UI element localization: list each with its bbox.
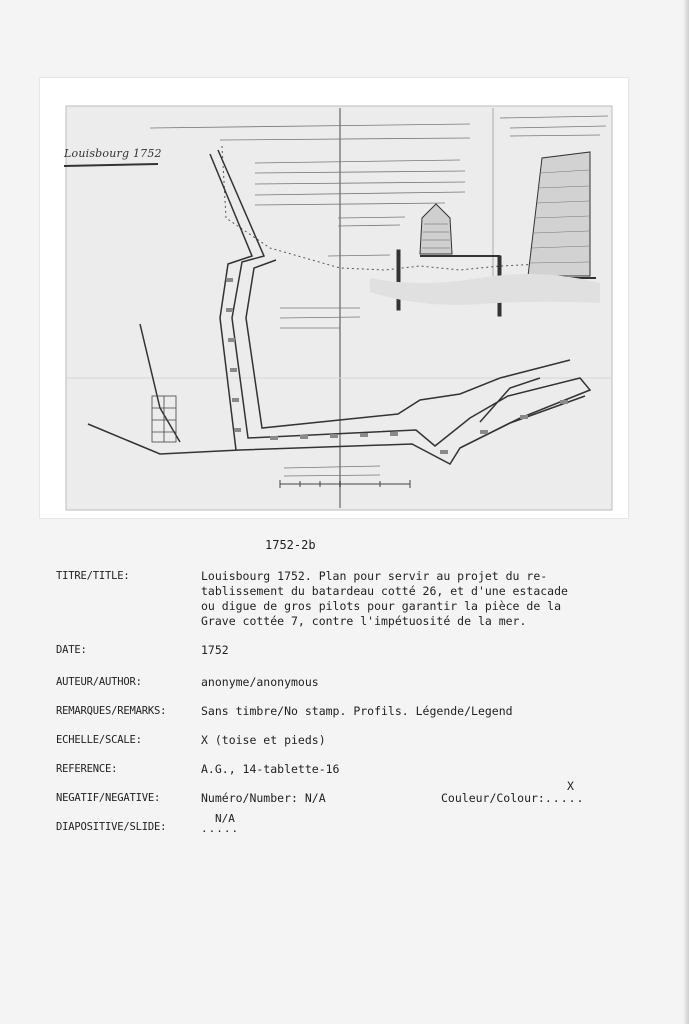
map-photograph bbox=[40, 78, 628, 518]
map-title-year: 1752 bbox=[132, 147, 162, 160]
field-title-value: Louisbourg 1752. Plan pour servir au projet du re- tablissement du batardeau cotté 26, et d'une estacade ou digue de gros pilots pour garantir la pièce de la Grave cottée 7, contre l'impétuosité de la mer. bbox=[201, 569, 568, 628]
field-negative-value: Numéro/Number: N/A bbox=[201, 791, 326, 805]
field-negative-label: NEGATIF/NEGATIVE: bbox=[56, 792, 161, 804]
field-author-label: AUTEUR/AUTHOR: bbox=[56, 676, 142, 688]
slide-dots: ..... bbox=[201, 822, 240, 835]
map-title-place: Louisbourg bbox=[64, 147, 130, 160]
field-remarks-label: REMARQUES/REMARKS: bbox=[56, 705, 167, 717]
field-scale-value: X (toise et pieds) bbox=[201, 733, 326, 747]
map-title-inscription bbox=[64, 147, 162, 160]
field-scale-label: ECHELLE/SCALE: bbox=[56, 734, 142, 746]
field-slide-label: DIAPOSITIVE/SLIDE: bbox=[56, 821, 167, 833]
page-edge-shadow bbox=[683, 0, 689, 1024]
colour-mark: X bbox=[567, 779, 574, 793]
colour-dots: ..... bbox=[544, 791, 585, 805]
field-reference-value: A.G., 14-tablette-16 bbox=[201, 762, 340, 776]
fortification-plan-drawing bbox=[40, 78, 628, 518]
field-title-label: TITRE/TITLE: bbox=[56, 570, 130, 582]
field-author-value: anonyme/anonymous bbox=[201, 675, 319, 689]
field-date-label: DATE: bbox=[56, 644, 87, 656]
colour-label: Couleur/Colour: bbox=[441, 791, 545, 805]
field-reference-label: REFERENCE: bbox=[56, 763, 118, 775]
slide-mark: N/A bbox=[215, 812, 235, 825]
document-id: 1752-2b bbox=[265, 538, 316, 552]
field-remarks-value: Sans timbre/No stamp. Profils. Légende/Legend bbox=[201, 704, 513, 718]
colour-field bbox=[441, 779, 585, 805]
field-date-value: 1752 bbox=[201, 643, 229, 657]
